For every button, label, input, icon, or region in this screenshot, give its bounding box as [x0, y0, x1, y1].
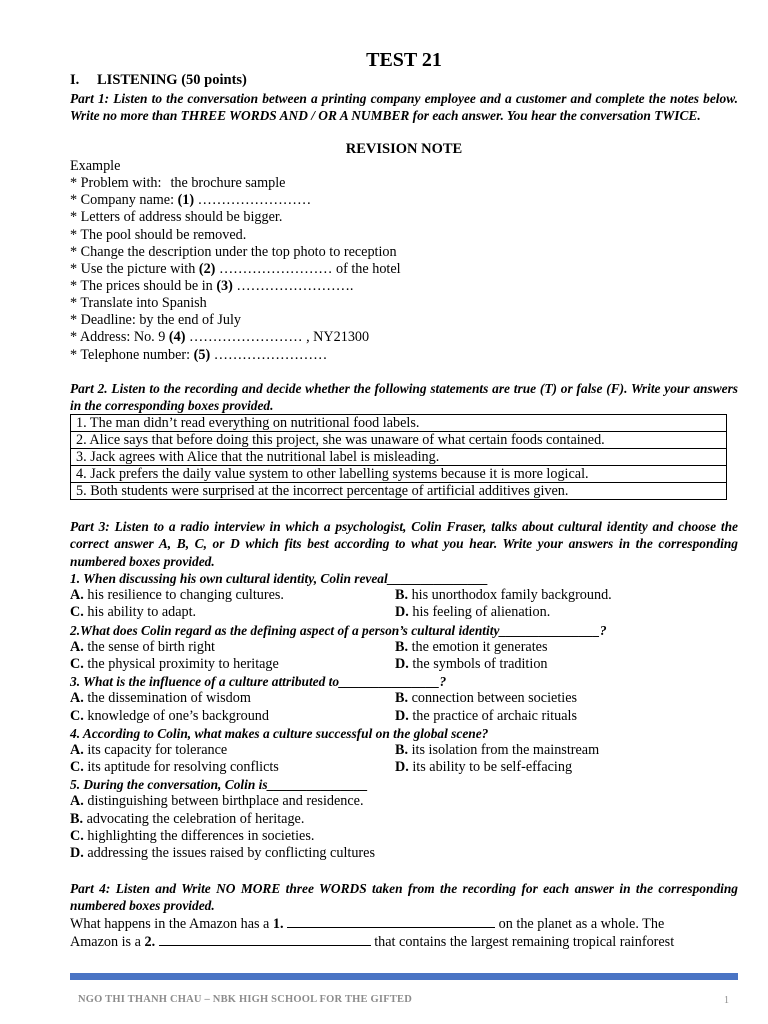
- option-a: A. his resilience to changing cultures.: [70, 587, 284, 604]
- part2-instruction: Part 2. Listen to the recording and decide whether the following statements are true (T) or false (F). Write your answers in the corresponding boxes provided.: [70, 381, 738, 414]
- option-c: C. knowledge of one’s background: [70, 707, 269, 724]
- true-false-table: [70, 414, 727, 500]
- gap-2-blank: …………………… of the hotel: [215, 260, 401, 277]
- gap-3-number: (3): [216, 277, 233, 294]
- option-d: D. his feeling of alienation.: [395, 604, 551, 621]
- option-c: C. its aptitude for resolving conflicts: [70, 759, 279, 776]
- note-change: * Change the description under the top photo to reception: [70, 243, 397, 260]
- option-b: B. advocating the celebration of heritage.: [70, 810, 305, 827]
- table-row: [71, 432, 727, 449]
- note-address: * Address: No. 9 (4) …………………… , NY21300: [70, 329, 370, 346]
- answer-blank-1: [287, 915, 495, 928]
- part3-questions: [70, 570, 738, 862]
- part4-line-1: What happens in the Amazon has a 1. on the planet as a whole. The: [70, 916, 665, 932]
- options-row: [70, 742, 738, 759]
- options-row: [70, 759, 738, 776]
- section-label: LISTENING (50 points): [97, 72, 247, 88]
- gap-2-number: (2): [198, 260, 216, 277]
- statement-cell: 1. The man didn’t read everything on nutritional food labels.: [71, 415, 727, 432]
- note-letters: * Letters of address should be bigger.: [70, 209, 283, 226]
- gap-3-blank: …………………….: [232, 277, 354, 294]
- statement-cell: 3. Jack agrees with Alice that the nutritional label is misleading.: [71, 449, 727, 466]
- section-heading: [70, 72, 247, 89]
- option-d: D. the practice of archaic rituals: [395, 707, 577, 724]
- option-a: A. the dissemination of wisdom: [70, 690, 251, 707]
- gap-1-blank: ……………………: [194, 192, 312, 209]
- options-row: [70, 708, 738, 725]
- section-number: I.: [70, 72, 80, 88]
- question-3: 3. What is the influence of a culture attributed to_______________?: [70, 674, 447, 690]
- option-b: B. the emotion it generates: [395, 638, 548, 655]
- test-title: TEST 21: [366, 49, 442, 71]
- options-row: [70, 690, 738, 707]
- question-1: 1. When discussing his own cultural identity, Colin reveal_______________: [70, 571, 489, 586]
- options-row: [70, 656, 738, 673]
- option-c: C. highlighting the differences in societies.: [70, 827, 315, 844]
- page-number: 1: [724, 995, 729, 1006]
- option-a: A. distinguishing between birthplace and residence.: [70, 793, 364, 810]
- options-row: [70, 639, 738, 656]
- statement-cell: 2. Alice says that before doing this project, she was unaware of what certain foods contained.: [71, 432, 727, 449]
- part4-line-2: Amazon is a 2. that contains the largest remaining tropical rainforest: [70, 933, 675, 950]
- footer-rule: [70, 973, 738, 980]
- note-translate: * Translate into Spanish: [70, 295, 207, 312]
- question-5: 5. During the conversation, Colin is_______________: [70, 777, 368, 793]
- part3-instruction: Part 3: Listen to a radio interview in which a psychologist, Colin Fraser, talks about cultural identity and choose the correct answer A, B, C, or D which fits best according to what you hear. Write your answers in the corresponding numbered boxes provided.: [70, 519, 738, 569]
- part4-text: [70, 915, 738, 950]
- question-2: 2.What does Colin regard as the defining aspect of a person’s cultural identity_______________?: [70, 622, 607, 638]
- gap-4-number: (4): [168, 329, 186, 346]
- note-telephone: * Telephone number: (5) ……………………: [70, 346, 328, 363]
- option-a: A. the sense of birth right: [70, 638, 216, 655]
- statement-cell: 4. Jack prefers the daily value system to other labelling systems because it is more logical.: [71, 466, 727, 483]
- part1-instruction: Part 1: Listen to the conversation between a printing company employee and a customer and complete the notes below. Write no more than THREE WORDS AND / OR A NUMBER for each answer. You hear the conversation TWICE.: [70, 91, 738, 124]
- option-c: C. the physical proximity to heritage: [70, 655, 279, 672]
- gap-1-number: (1): [177, 192, 195, 209]
- revision-notes: [70, 158, 738, 364]
- option-d: D. addressing the issues raised by conflicting cultures: [70, 845, 375, 861]
- example-label: Example: [70, 158, 121, 174]
- note-deadline: * Deadline: by the end of July: [70, 312, 241, 329]
- statement-cell: 5. Both students were surprised at the incorrect percentage of artificial additives given.: [71, 483, 727, 500]
- answer-blank-2: [159, 933, 371, 946]
- option-b: B. connection between societies: [395, 690, 578, 707]
- gap-1-number: 1.: [272, 916, 284, 932]
- question-4: 4. According to Colin, what makes a culture successful on the global scene?: [70, 725, 489, 741]
- gap-4-blank: …………………… , NY21300: [185, 329, 370, 346]
- table-row: [71, 483, 727, 500]
- options-row: [70, 604, 738, 621]
- option-b: B. his unorthodox family background.: [395, 587, 612, 604]
- option-d: D. the symbols of tradition: [395, 655, 548, 672]
- option-a: A. its capacity for tolerance: [70, 741, 228, 758]
- gap-5-number: (5): [193, 346, 211, 363]
- table-row: [71, 449, 727, 466]
- note-picture: * Use the picture with (2) …………………… of the hotel: [70, 260, 401, 277]
- note-prices: * The prices should be in (3) …………………….: [70, 277, 354, 294]
- footer-text: NGO THI THANH CHAU – NBK HIGH SCHOOL FOR THE GIFTED: [78, 994, 413, 1005]
- part4-instruction: Part 4: Listen and Write NO MORE three WORDS taken from the recording for each answer in the corresponding numbered boxes provided.: [70, 881, 738, 914]
- options-row: [70, 587, 738, 604]
- gap-2-number: 2.: [144, 933, 156, 950]
- note-company: * Company name: (1) ……………………: [70, 192, 312, 209]
- option-d: D. its ability to be self-effacing: [395, 759, 573, 776]
- option-b: B. its isolation from the mainstream: [395, 741, 600, 758]
- table-row: [71, 466, 727, 483]
- table-row: [71, 415, 727, 432]
- note-pool: * The pool should be removed.: [70, 226, 247, 243]
- option-c: C. his ability to adapt.: [70, 604, 197, 621]
- note-problem: * Problem with: the brochure sample: [70, 175, 286, 192]
- gap-5-blank: ……………………: [210, 346, 328, 363]
- revision-note-heading: REVISION NOTE: [345, 141, 463, 157]
